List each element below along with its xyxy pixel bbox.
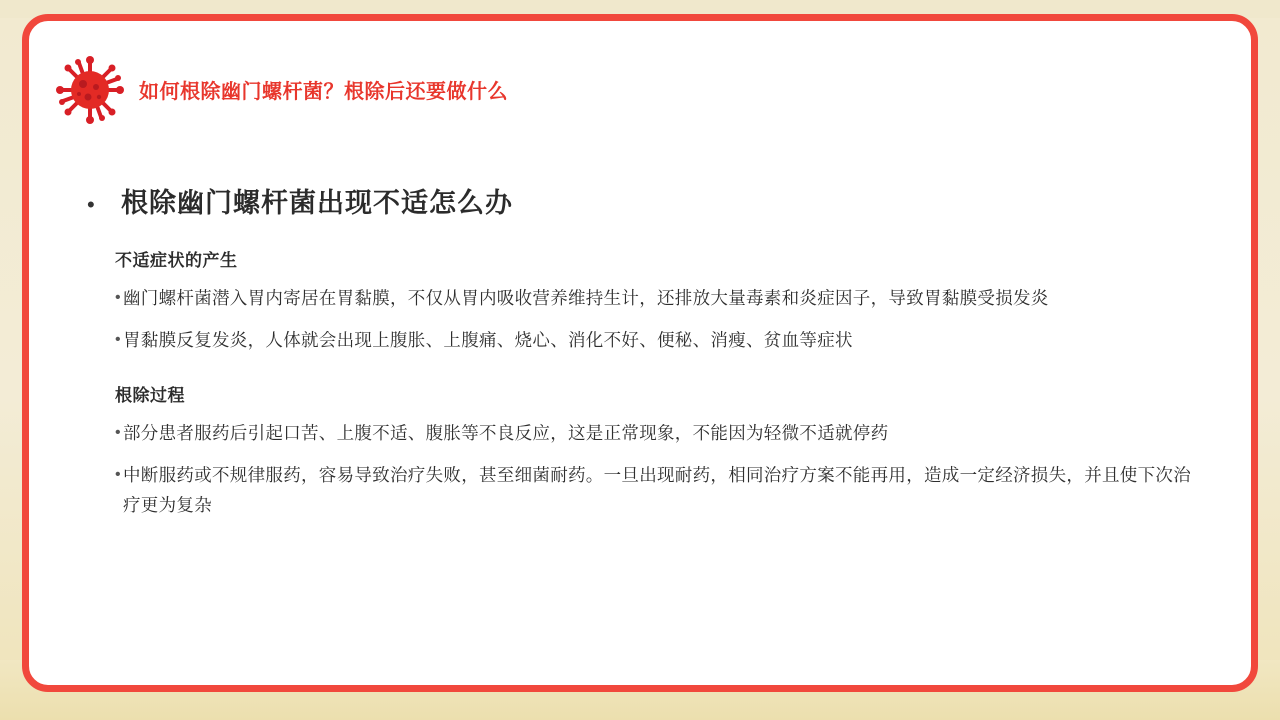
content-group-process bbox=[87, 381, 1207, 520]
page-title: 如何根除幽门螺杆菌？根除后还要做什么 bbox=[139, 81, 508, 103]
slide-header bbox=[29, 45, 1251, 125]
list-item bbox=[87, 418, 1207, 448]
list-item-text: 胃黏膜反复发炎，人体就会出现上腹胀、上腹痛、烧心、消化不好、便秘、消瘦、贫血等症状 bbox=[123, 330, 853, 350]
bullet-list-symptoms bbox=[87, 283, 1207, 355]
list-item-text: 幽门螺杆菌潜入胃内寄居在胃黏膜，不仅从胃内吸收营养维持生计，还排放大量毒素和炎症因子，导致胃黏膜受损发炎 bbox=[123, 288, 1049, 308]
subheading-symptoms: 不适症状的产生 bbox=[115, 251, 238, 270]
section-bullet-icon: • bbox=[87, 192, 95, 217]
virus-icon bbox=[53, 53, 127, 127]
list-item-text: 中断服药或不规律服药，容易导致治疗失败，甚至细菌耐药。一旦出现耐药，相同治疗方案不能再用，造成一定经济损失，并且使下次治疗更为复杂 bbox=[123, 465, 1191, 515]
subheading-process: 根除过程 bbox=[115, 386, 185, 405]
slide-card bbox=[22, 14, 1258, 692]
bullet-icon: • bbox=[115, 331, 121, 348]
list-item bbox=[87, 325, 1207, 355]
list-item bbox=[87, 283, 1207, 313]
section-title bbox=[87, 181, 1207, 220]
section-title-text: 根除幽门螺杆菌出现不适怎么办 bbox=[121, 188, 513, 218]
list-item bbox=[87, 460, 1207, 520]
bullet-icon: • bbox=[115, 424, 121, 441]
bullet-icon: • bbox=[115, 466, 121, 483]
slide-content bbox=[87, 181, 1207, 546]
content-group-symptoms bbox=[87, 246, 1207, 355]
bullet-icon: • bbox=[115, 289, 121, 306]
list-item-text: 部分患者服药后引起口苦、上腹不适、腹胀等不良反应，这是正常现象，不能因为轻微不适就停药 bbox=[123, 423, 889, 443]
bullet-list-process bbox=[87, 418, 1207, 520]
